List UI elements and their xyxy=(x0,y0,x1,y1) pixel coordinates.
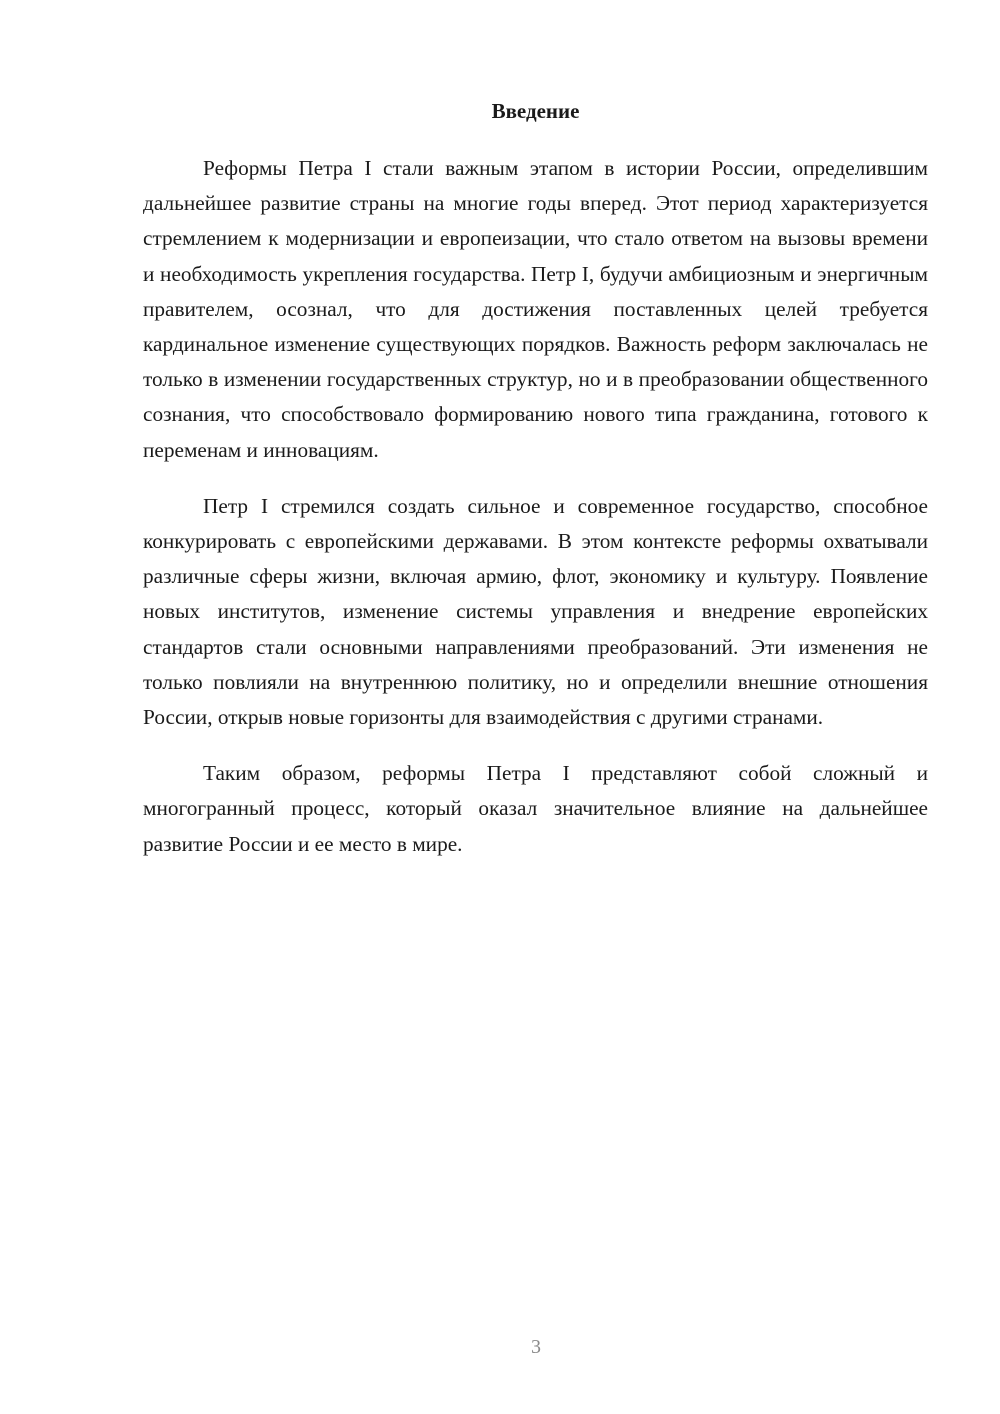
page-content xyxy=(143,94,928,883)
paragraph-2: Петр I стремился создать сильное и современное государство, способное конкурировать с европейскими державами. В этом контексте реформы охватывали различные сферы жизни, включая армию, флот, экономику и культуру. Появление новых институтов, изменение системы управления и внедрение европейских стандартов стали основными направлениями преобразований. Эти изменения не только повлияли на внутреннюю политику, но и определили внешние отношения России, открыв новые горизонты для взаимодействия с другими странами. xyxy=(143,493,928,730)
paragraph-1: Реформы Петра I стали важным этапом в истории России, определившим дальнейшее развитие страны на многие годы вперед. Этот период характеризуется стремлением к модернизации и европеизации, что стало ответом на вызовы времени и необходимость укрепления государства. Петр I, будучи амбициозным и энергичным правителем, осознал, что для достижения поставленных целей требуется кардинальное изменение существующих порядков. Важность реформ заключалась не только в изменении государственных структур, но и в преобразовании общественного сознания, что способствовало формированию нового типа гражданина, готового к переменам и инновациям. xyxy=(143,156,928,462)
paragraph-3: Таким образом, реформы Петра I представляют собой сложный и многогранный процесс, который оказал значительное влияние на дальнейшее развитие России и ее место в мире. xyxy=(143,761,928,856)
page-number: 3 xyxy=(531,1336,541,1358)
section-title: Введение xyxy=(491,99,580,123)
